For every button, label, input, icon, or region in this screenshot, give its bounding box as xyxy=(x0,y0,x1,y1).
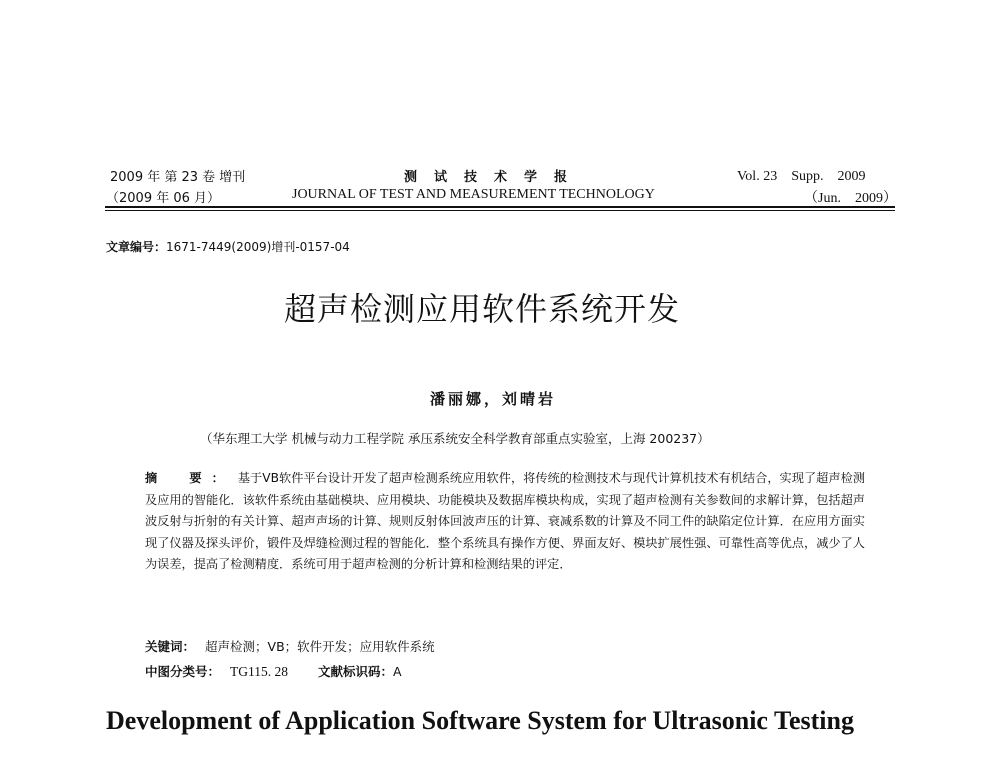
classification xyxy=(145,662,402,680)
header-date-cn: （2009 年 06 月） xyxy=(106,191,221,206)
article-number-value: 1671-7449(2009)增刊-0157-04 xyxy=(166,240,350,254)
article-number xyxy=(106,238,350,255)
keywords-label: 关键词： xyxy=(145,639,196,654)
abstract xyxy=(145,468,865,576)
classification-label: 中图分类号： xyxy=(145,664,221,679)
header-year-volume: 2009 年 第 23 卷 增刊 xyxy=(110,170,246,185)
paper-title-cn: 超声检测应用软件系统开发 xyxy=(284,290,681,328)
journal-name-en: JOURNAL OF TEST AND MEASUREMENT TECHNOLOGY xyxy=(292,187,655,202)
paper-title-en: Development of Application Software System for Ultrasonic Testing xyxy=(106,706,854,735)
affiliation: （华东理工大学 机械与动力工程学院 承压系统安全科学教育部重点实验室，上海 200237） xyxy=(200,431,710,446)
authors: 潘丽娜，刘晴岩 xyxy=(430,390,557,408)
header-volume-en: Vol. 23 Supp. 2009 xyxy=(737,169,866,184)
keywords xyxy=(145,637,435,655)
keywords-value: 超声检测；VB；软件开发；应用软件系统 xyxy=(205,639,435,654)
classification-value: TG115. 28 xyxy=(230,664,289,679)
document-code-value: A xyxy=(393,664,402,679)
header-rule-thin xyxy=(105,210,895,211)
document-code-label: 文献标识码： xyxy=(318,664,394,679)
header-date-en: （Jun. 2009） xyxy=(804,191,897,206)
article-number-label: 文章编号： xyxy=(106,240,167,254)
abstract-label: 摘 要： xyxy=(145,471,234,485)
journal-name-cn: 测 试 技 术 学 报 xyxy=(404,170,570,185)
header-rule-thick xyxy=(105,206,895,208)
abstract-text: 基于VB软件平台设计开发了超声检测系统应用软件，将传统的检测技术与现代计算机技术有机结合，实现了超声检测及应用的智能化．该软件系统由基础模块、应用模块、功能模块及数据库模块构成，实现了超声检测有关参数间的求解计算，包括超声波反射与折射的有关计算、超声声场的计算、规则反射体回波声压的计算、衰减系数的计算及不同工件的缺陷定位计算．在应用方面实现了仪器及探头评价，锻件及焊缝检测过程的智能化．整个系统具有操作方便、界面友好、模块扩展性强、可靠性高等优点，减少了人为误差，提高了检测精度．系统可用于超声检测的分析计算和检测结果的评定． xyxy=(145,471,866,571)
